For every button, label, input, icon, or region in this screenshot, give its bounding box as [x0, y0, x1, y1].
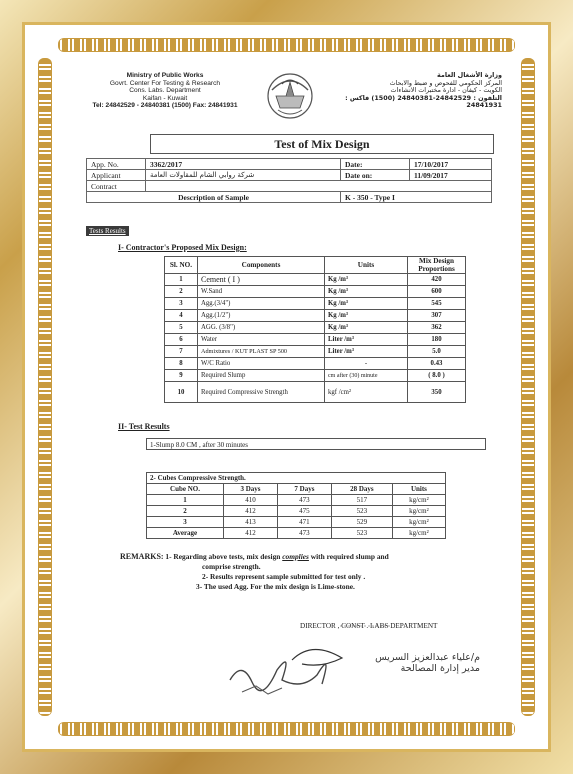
applicant-value: شركة روابي الشام للمقاولات العامة: [146, 170, 341, 181]
cell: Water: [198, 334, 325, 346]
cell: 3: [165, 298, 198, 310]
date-on-value: 11/09/2017: [410, 170, 492, 181]
section-test-results-title: II- Test Results: [118, 422, 170, 431]
cube-strength-table: [146, 472, 446, 539]
ministry-name-ar: وزارة الأشغال العامة: [437, 71, 502, 79]
cell: ( 8.0 ): [408, 370, 466, 382]
contract-value: [146, 181, 492, 192]
section-mix-design-title: I- Contractor's Proposed Mix Design:: [118, 243, 247, 252]
cell: Admixtures / KUT PLAST SP 500: [198, 346, 325, 358]
cell: 523: [331, 506, 392, 517]
cell: 7: [165, 346, 198, 358]
cell: Kg /m³: [325, 298, 408, 310]
chain-border-bottom: [58, 722, 515, 736]
cell: 8: [165, 358, 198, 370]
cell: kg/cm²: [392, 528, 445, 539]
table-row: [165, 322, 466, 334]
cell: Cement ( I ): [198, 274, 325, 286]
document-page: [72, 60, 502, 720]
header-english: [80, 72, 250, 110]
table-row: [165, 346, 466, 358]
date-label: Date:: [341, 159, 410, 170]
cell: 412: [224, 506, 278, 517]
cell: 6: [165, 334, 198, 346]
cell: kg/cm²: [392, 517, 445, 528]
remarks: [120, 552, 500, 592]
cell: 517: [331, 495, 392, 506]
app-no-label: App. No.: [87, 159, 146, 170]
cell: 350: [408, 382, 466, 403]
date-on-label: Date on:: [341, 170, 410, 181]
header-components: Components: [198, 257, 325, 274]
cell: 2: [165, 286, 198, 298]
table-row: [165, 334, 466, 346]
signatory-name-ar: م/علياء عبدالعزيز السريس: [375, 652, 480, 663]
remark-1a: 1- Regarding above tests, mix design: [165, 552, 283, 561]
cell: AGG. (3/8"): [198, 322, 325, 334]
cell: Liter /m³: [325, 346, 408, 358]
cell: 420: [408, 274, 466, 286]
cube-header-row: [147, 484, 446, 495]
contact-line-ar: التلفون : 24842529-24840381 (1500) فاكس : 24841931: [345, 93, 502, 110]
department-name: Cons. Labs. Department: [129, 87, 201, 95]
department-name-ar: الكويت - كيفان - ادارة مختبرات الانشاءات: [390, 86, 502, 95]
table-row: [165, 370, 466, 382]
kuwait-emblem-icon: [262, 66, 318, 122]
cell: 473: [277, 528, 331, 539]
cell: 1: [165, 274, 198, 286]
cell: 473: [277, 495, 331, 506]
cell: 2: [147, 506, 224, 517]
cell: Kg /m³: [325, 322, 408, 334]
cell: kg/cm²: [392, 506, 445, 517]
cell: Units: [392, 484, 445, 495]
cell: cm after (30) minute: [325, 370, 408, 382]
chain-border-left: [38, 58, 52, 716]
document-title: Test of Mix Design: [150, 134, 494, 154]
cell: 9: [165, 370, 198, 382]
cell: 529: [331, 517, 392, 528]
cell: Agg.(1/2"): [198, 310, 325, 322]
cell: 3 Days: [224, 484, 278, 495]
cell: W/C Ratio: [198, 358, 325, 370]
remark-3: 3- The used Agg. For the mix design is Lime-stone.: [196, 582, 355, 591]
remarks-label: REMARKS:: [120, 552, 164, 561]
table-row: [165, 358, 466, 370]
cell: 600: [408, 286, 466, 298]
cell: Kg /m³: [325, 274, 408, 286]
description-value: K - 350 - Type I: [341, 192, 492, 203]
table-row: [165, 274, 466, 286]
cell: 180: [408, 334, 466, 346]
cube-caption: 2- Cubes Compressive Strength.: [147, 473, 446, 484]
app-no-value: 3362/2017: [146, 159, 341, 170]
header-sl-no: Sl. NO.: [165, 257, 198, 274]
cell: Liter /m³: [325, 334, 408, 346]
table-row: [147, 506, 446, 517]
cell: Required Compressive Strength: [198, 382, 325, 403]
date-value: 17/10/2017: [410, 159, 492, 170]
contact-line: Tel: 24842529 - 24840381 (1500) Fax: 24841931: [92, 102, 238, 110]
table-row: [165, 382, 466, 403]
director-title: DIRECTOR , CONST . LABS DEPARTMENT: [300, 622, 438, 630]
table-row: [147, 528, 446, 539]
cell: 362: [408, 322, 466, 334]
remark-1-complies: complies: [282, 552, 309, 561]
cell: Kg /m³: [325, 310, 408, 322]
applicant-label: Applicant: [87, 170, 146, 181]
cell: Kg /m³: [325, 286, 408, 298]
ministry-name: Ministry of Public Works: [126, 72, 204, 79]
cell: 28 Days: [331, 484, 392, 495]
cell: Required Slump: [198, 370, 325, 382]
header-units: Units: [325, 257, 408, 274]
cell: 7 Days: [277, 484, 331, 495]
location: Kaifan - Kuwait: [142, 94, 188, 102]
cell: 10: [165, 382, 198, 403]
cell: 0.43: [408, 358, 466, 370]
cell: 523: [331, 528, 392, 539]
table-row: [147, 495, 446, 506]
cell: 475: [277, 506, 331, 517]
chain-border-right: [521, 58, 535, 716]
cell: 1: [147, 495, 224, 506]
cell: 5.0: [408, 346, 466, 358]
cell: Average: [147, 528, 224, 539]
cell: 307: [408, 310, 466, 322]
mix-header-row: [165, 257, 466, 274]
cell: W.Sand: [198, 286, 325, 298]
header-proportions: Mix Design Proportions: [408, 257, 466, 274]
remark-1c: with required slump and: [308, 552, 389, 561]
center-name-ar: المركز الحكومي للفحوص و ضبط والابحاث: [389, 78, 502, 87]
table-row: [165, 310, 466, 322]
arabic-signature: [360, 652, 480, 674]
cell: 412: [224, 528, 278, 539]
chain-border-top: [58, 38, 515, 52]
slump-result: 1-Slump 8.0 CM , after 30 minutes: [146, 438, 486, 450]
table-row: [165, 286, 466, 298]
cell: -: [325, 358, 408, 370]
cell: 471: [277, 517, 331, 528]
cell: 413: [224, 517, 278, 528]
cell: 5: [165, 322, 198, 334]
description-label: Description of Sample: [87, 192, 341, 203]
mix-design-table: [164, 256, 466, 403]
cell: kgf /cm²: [325, 382, 408, 403]
cell: 4: [165, 310, 198, 322]
cell: Agg.(3/4"): [198, 298, 325, 310]
signatory-title-ar: مدير إدارة المصالحة: [400, 663, 480, 674]
remark-1d: comprise strength.: [202, 562, 261, 571]
center-name: Govrt. Center For Testing & Research: [109, 79, 221, 87]
cell: 545: [408, 298, 466, 310]
remark-2: 2- Results represent sample submitted for test only .: [202, 572, 366, 581]
cell: kg/cm²: [392, 495, 445, 506]
table-row: [147, 517, 446, 528]
cell: 410: [224, 495, 278, 506]
cell: Cube NO.: [147, 484, 224, 495]
contract-label: Contract: [87, 181, 146, 192]
info-table: [86, 158, 492, 203]
tests-results-tag: Tests Results: [86, 226, 129, 236]
cell: 3: [147, 517, 224, 528]
header-arabic: [312, 72, 502, 110]
table-row: [165, 298, 466, 310]
